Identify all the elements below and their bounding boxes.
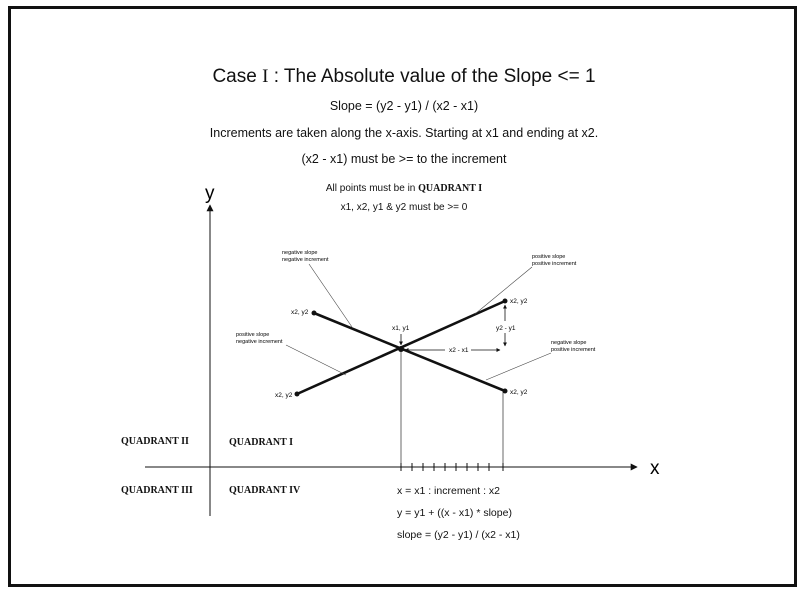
equation-slope: slope = (y2 - y1) / (x2 - x1) <box>397 529 520 541</box>
annotation-top-left-2: negative increment <box>282 257 329 263</box>
label-bottom-left: x2, y2 <box>275 392 293 399</box>
negative-slope-line <box>314 313 505 391</box>
annotation-left-2: negative increment <box>236 339 283 345</box>
equation-y: y = y1 + ((x - x1) * slope) <box>397 507 512 519</box>
annotation-right-1: negative slope <box>551 340 587 346</box>
quadrant-requirement: All points must be in QUADRANT I <box>325 183 483 194</box>
label-top-right: x2, y2 <box>510 298 528 305</box>
dy-label: y2 - y1 <box>496 325 516 332</box>
leader-left <box>286 345 346 375</box>
label-x1-y1: x1, y1 <box>392 325 410 332</box>
diagram-title: Case I : The Absolute value of the Slope <= 1 <box>212 66 596 87</box>
quadrant-3-label: QUADRANT III <box>121 485 193 496</box>
annotation-top-right-2: positive increment <box>532 261 577 267</box>
y-axis-label: y <box>205 183 215 204</box>
x-axis-label: x <box>650 458 660 479</box>
annotation-top-right-1: positive slope <box>532 254 566 260</box>
leader-right <box>486 353 551 380</box>
quadrant-2-label: QUADRANT II <box>121 436 189 447</box>
quadrant-4-label: QUADRANT IV <box>229 485 301 496</box>
increments-note: Increments are taken along the x-axis. Starting at x1 and ending at x2. <box>209 126 599 140</box>
point-bottom-left <box>295 392 300 397</box>
point-x1-y1 <box>398 346 404 352</box>
nonnegative-note: x1, x2, y1 & y2 must be >= 0 <box>340 202 468 213</box>
annotation-left-1: positive slope <box>236 332 270 338</box>
leader-top-right <box>475 267 532 314</box>
annotation-right-2: positive increment <box>551 347 596 353</box>
quadrant-1-label: QUADRANT I <box>229 437 293 448</box>
requirement-note: (x2 - x1) must be >= to the increment <box>301 152 507 166</box>
leader-top-left <box>309 264 352 327</box>
point-top-left <box>312 311 317 316</box>
point-top-right <box>503 299 508 304</box>
point-bottom-right <box>503 389 508 394</box>
dx-label: x2 - x1 <box>449 347 469 354</box>
annotation-top-left-1: negative slope <box>282 250 318 256</box>
label-bottom-right: x2, y2 <box>510 389 528 396</box>
equation-x-range: x = x1 : increment : x2 <box>397 485 501 497</box>
slope-formula: Slope = (y2 - y1) / (x2 - x1) <box>329 99 479 113</box>
label-top-left: x2, y2 <box>291 309 309 316</box>
